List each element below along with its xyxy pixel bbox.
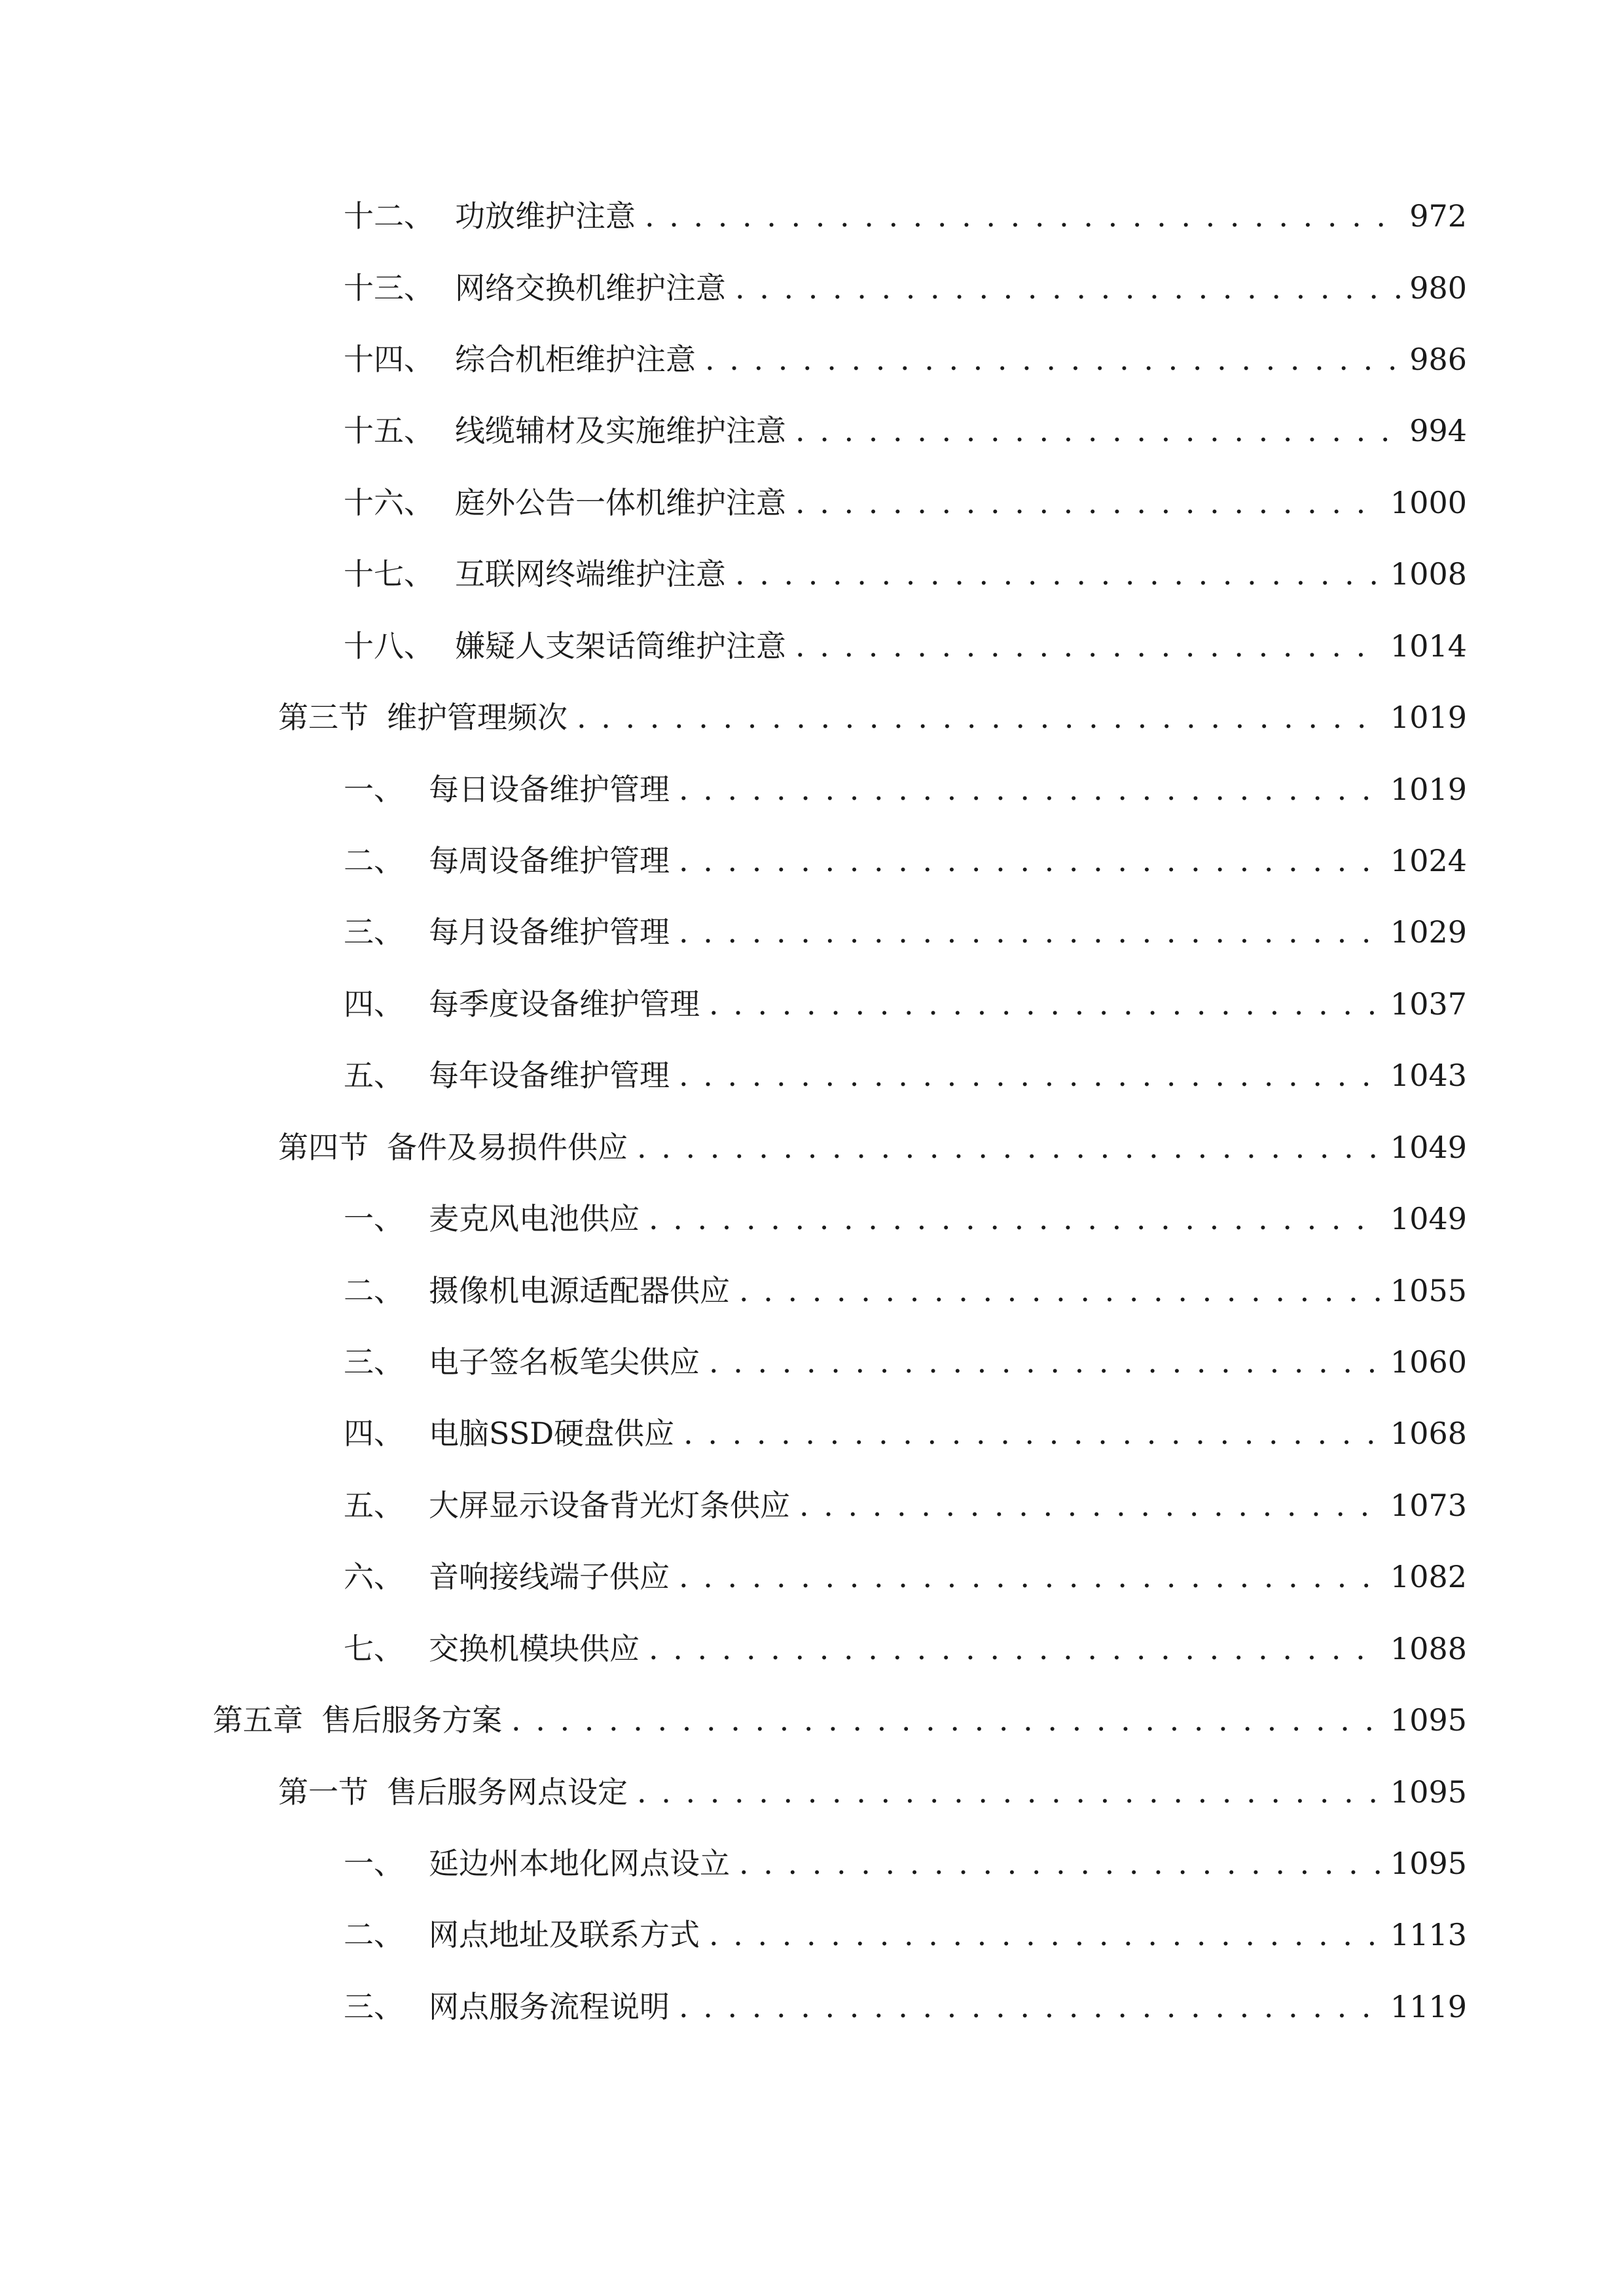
toc-entry[interactable] [344,906,1467,958]
toc-entry-title: 售后服务网点设定 [387,1774,628,1810]
toc-entry-title: 维护管理频次 [387,700,568,735]
toc-entry[interactable] [344,262,1467,314]
toc-entry-page: 1043 [1390,1058,1467,1093]
dot-leader [795,620,1381,672]
toc-entry-page: 1024 [1390,843,1467,878]
toc-entry-page: 1095 [1390,1846,1467,1881]
dot-leader [577,691,1381,744]
dot-leader [511,1694,1381,1746]
toc-entry[interactable] [344,1981,1467,2033]
toc-entry-number: 十六、 [344,485,434,520]
toc-entry-number: 二、 [344,843,404,878]
toc-entry-number: 十八、 [344,628,434,664]
toc-entry-title: 电脑SSD硬盘供应 [429,1416,675,1451]
toc-entry[interactable] [344,404,1467,457]
toc-entry-page: 994 [1409,413,1467,448]
toc-entry-title: 备件及易损件供应 [387,1130,628,1165]
toc-entry[interactable] [344,1479,1467,1532]
toc-entry-title: 网点服务流程说明 [429,1989,670,2024]
toc-entry-title: 线缆辅材及实施维护注意 [455,413,786,448]
toc-entry-title: 综合机柜维护注意 [455,342,696,377]
toc-entry-number: 十七、 [344,556,434,592]
dot-leader [637,1121,1381,1174]
toc-entry-title: 摄像机电源适配器供应 [429,1273,730,1308]
toc-entry[interactable] [344,1193,1467,1245]
toc-entry-number: 一、 [344,772,404,807]
dot-leader [679,1551,1381,1603]
toc-entry-number: 二、 [344,1273,404,1308]
toc-entry[interactable] [344,834,1467,887]
toc-entry-page: 1037 [1390,986,1467,1022]
toc-entry-page: 1082 [1390,1559,1467,1594]
dot-leader [683,1407,1381,1460]
toc-entry-page: 1095 [1390,1702,1467,1738]
toc-entry[interactable] [344,1049,1467,1102]
toc-entry[interactable] [344,476,1467,529]
toc-entry-page: 986 [1409,342,1467,377]
toc-entry[interactable] [344,763,1467,816]
toc-entry-number: 四、 [344,1416,404,1451]
dot-leader [739,1265,1381,1317]
toc-entry-title: 每年设备维护管理 [429,1058,670,1093]
toc-entry-page: 1119 [1390,1989,1467,2024]
toc-entry-number: 三、 [344,1989,404,2024]
toc-entry[interactable] [344,1909,1467,1961]
toc-entry-title: 网点地址及联系方式 [429,1917,700,1952]
dot-leader [679,1981,1381,2033]
toc-entry[interactable] [344,333,1467,386]
toc-entry[interactable] [344,1265,1467,1317]
toc-entry-page: 1060 [1390,1344,1467,1380]
dot-leader [739,1837,1381,1890]
toc-entry-page: 1068 [1390,1416,1467,1451]
toc-entry-number: 第四节 [278,1130,369,1165]
toc-entry-number: 五、 [344,1488,404,1523]
toc-entry-number: 七、 [344,1631,404,1666]
dot-leader [679,834,1381,887]
toc-entry-number: 第五章 [213,1702,303,1738]
dot-leader [679,763,1381,816]
toc-entry[interactable] [344,978,1467,1030]
dot-leader [705,333,1400,386]
toc-entry-title: 嫌疑人支架话筒维护注意 [455,628,786,664]
dot-leader [799,1479,1381,1532]
dot-leader [709,1336,1381,1388]
toc-entry[interactable] [344,620,1467,672]
toc-entry-title: 每月设备维护管理 [429,914,670,950]
toc-entry-page: 1019 [1390,772,1467,807]
toc-entry-page: 1008 [1390,556,1467,592]
toc-entry-title: 每季度设备维护管理 [429,986,700,1022]
toc-entry-number: 一、 [344,1201,404,1236]
dot-leader [679,906,1381,958]
toc-entry-page: 1113 [1390,1917,1467,1952]
toc-entry-number: 十三、 [344,270,434,306]
toc-entry[interactable] [344,190,1467,242]
toc-entry-page: 1000 [1390,485,1467,520]
toc-entry[interactable] [344,1623,1467,1675]
dot-leader [735,548,1381,600]
dot-leader [709,978,1381,1030]
toc-entry-number: 四、 [344,986,404,1022]
toc-entry-page: 1073 [1390,1488,1467,1523]
toc-entry-title: 售后服务方案 [321,1702,502,1738]
toc-entry-number: 十四、 [344,342,434,377]
toc-entry[interactable] [278,1121,1467,1174]
toc-entry[interactable] [344,1837,1467,1890]
dot-leader [795,404,1400,457]
toc-entry-title: 互联网终端维护注意 [455,556,726,592]
toc-entry-number: 十二、 [344,198,434,234]
toc-entry-number: 五、 [344,1058,404,1093]
dot-leader [637,1766,1381,1818]
toc-entry-number: 一、 [344,1846,404,1881]
toc-entry-number: 三、 [344,1344,404,1380]
toc-entry[interactable] [344,548,1467,600]
toc-entry-number: 第一节 [278,1774,369,1810]
toc-entry[interactable] [344,1336,1467,1388]
toc-entry[interactable] [344,1407,1467,1460]
toc-entry-title: 每周设备维护管理 [429,843,670,878]
toc-entry-number: 十五、 [344,413,434,448]
toc-entry-page: 1029 [1390,914,1467,950]
toc-entry-title: 延边州本地化网点设立 [429,1846,730,1881]
toc-entry-page: 1014 [1390,628,1467,664]
dot-leader [679,1049,1381,1102]
toc-entry-page: 1049 [1390,1201,1467,1236]
dot-leader [735,262,1400,314]
toc-entry-page: 1019 [1390,700,1467,735]
toc-entry-page: 1088 [1390,1631,1467,1666]
dot-leader [795,476,1381,529]
toc-entry[interactable] [278,691,1467,744]
toc-entry[interactable] [213,1694,1467,1746]
toc-entry-title: 每日设备维护管理 [429,772,670,807]
toc-entry-title: 麦克风电池供应 [429,1201,640,1236]
toc-entry-page: 1095 [1390,1774,1467,1810]
dot-leader [649,1193,1381,1245]
toc-entry[interactable] [344,1551,1467,1603]
toc-entry-title: 大屏显示设备背光灯条供应 [429,1488,790,1523]
toc-entry-title: 庭外公告一体机维护注意 [455,485,786,520]
toc-entry-page: 1049 [1390,1130,1467,1165]
toc-entry-number: 六、 [344,1559,404,1594]
dot-leader [645,190,1400,242]
toc-entry-page: 1055 [1390,1273,1467,1308]
toc-entry-page: 972 [1409,198,1467,234]
toc-entry-number: 三、 [344,914,404,950]
toc-entry[interactable] [278,1766,1467,1818]
toc-entry-title: 电子签名板笔尖供应 [429,1344,700,1380]
toc-entry-title: 功放维护注意 [455,198,636,234]
toc-entry-title: 音响接线端子供应 [429,1559,670,1594]
toc-entry-title: 网络交换机维护注意 [455,270,726,306]
toc-entry-number: 二、 [344,1917,404,1952]
toc-entry-title: 交换机模块供应 [429,1631,640,1666]
toc-entry-page: 980 [1409,270,1467,306]
toc-entry-number: 第三节 [278,700,369,735]
dot-leader [709,1909,1381,1961]
dot-leader [649,1623,1381,1675]
